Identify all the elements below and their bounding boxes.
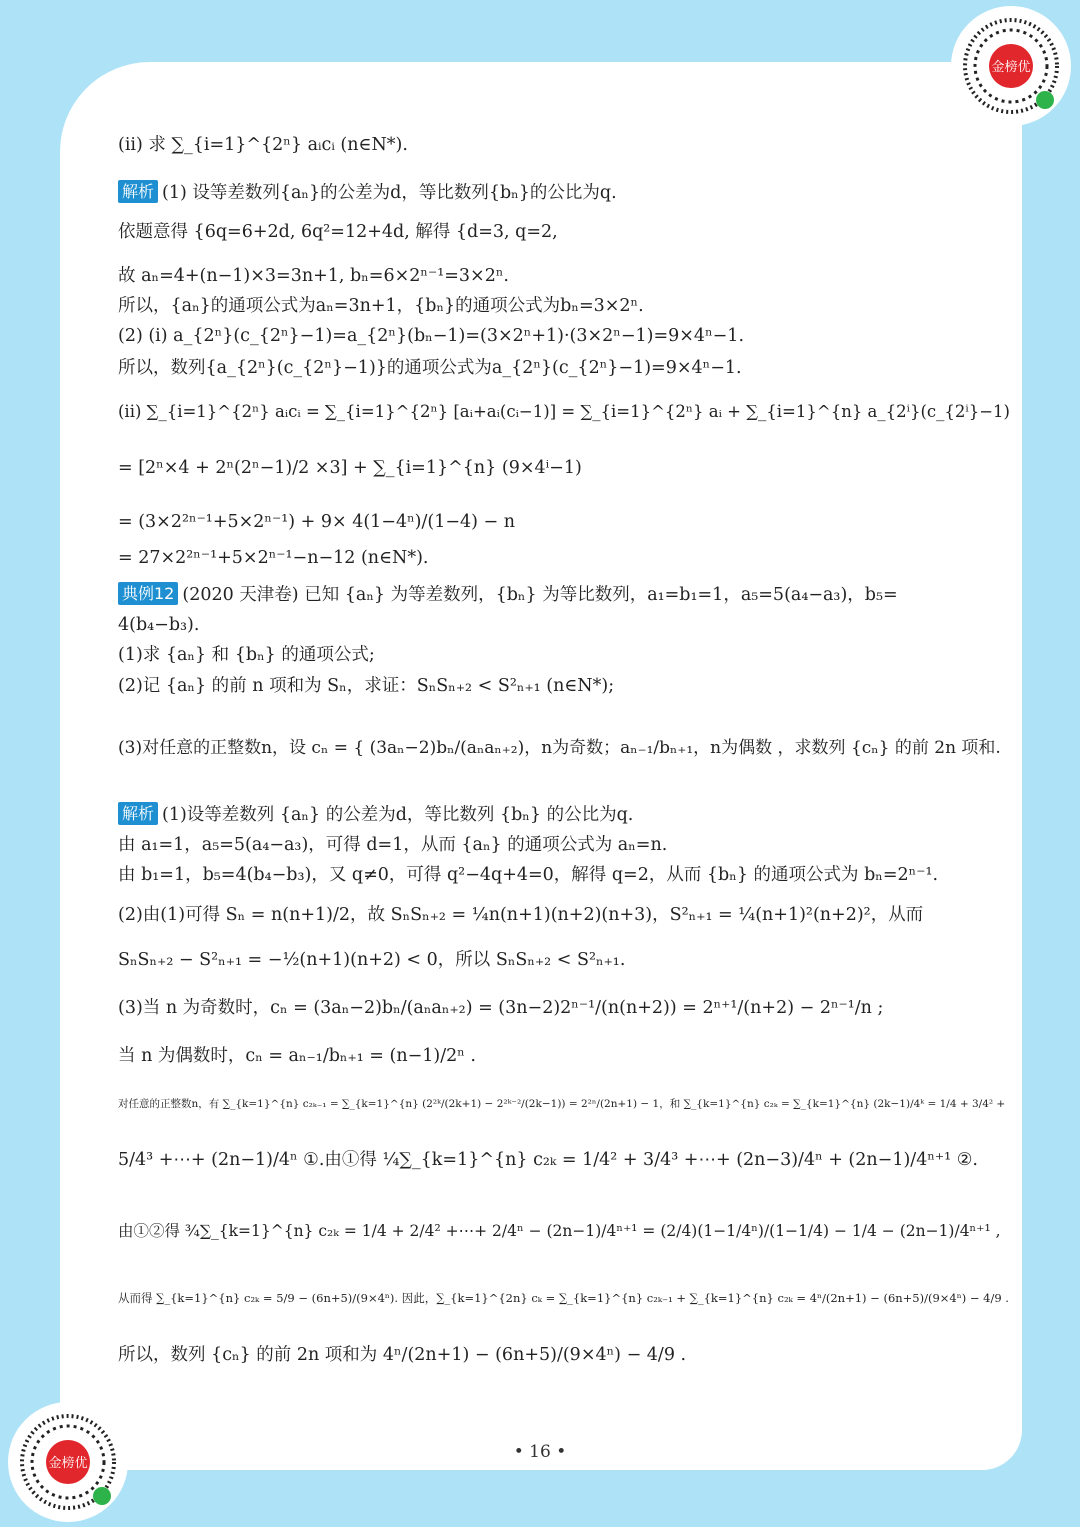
text-line xyxy=(118,135,408,156)
section-tag: 典例12 xyxy=(118,582,178,605)
text-line xyxy=(118,402,1010,422)
text-line xyxy=(118,512,515,533)
text-line xyxy=(118,582,898,606)
text-line xyxy=(118,1345,686,1366)
text-line xyxy=(118,326,744,347)
line-text: 所以，数列 {cₙ} 的前 2n 项和为 4ⁿ/(2n+1) − (6n+5)/(9×4ⁿ) − 4/9 . xyxy=(118,1345,687,1365)
text-line xyxy=(118,296,644,317)
line-text: 所以，数列{a_{2ⁿ}(c_{2ⁿ}−1)}的通项公式为a_{2ⁿ}(c_{2ⁿ}−1)=9×4ⁿ−1. xyxy=(118,358,742,378)
line-text: (ii) ∑_{i=1}^{2ⁿ} aᵢcᵢ = ∑_{i=1}^{2ⁿ} [aᵢ+aᵢ(cᵢ−1)] = ∑_{i=1}^{2ⁿ} aᵢ + ∑_{i=1}^{n} a_{2ⁱ}(c_{2ⁱ}−1) xyxy=(118,402,1010,421)
line-text: 所以，{aₙ}的通项公式为aₙ=3n+1，{bₙ}的通项公式为bₙ=3×2ⁿ. xyxy=(118,296,644,316)
text-line xyxy=(118,615,199,636)
line-text: (2020 天津卷) 已知 {aₙ} 为等差数列，{bₙ} 为等比数列，a₁=b₁=1，a₅=5(a₄−a₃)，b₅= xyxy=(182,585,898,605)
text-line xyxy=(118,548,428,569)
line-text: (ii) 求 ∑_{i=1}^{2ⁿ} aᵢcᵢ (n∈N*). xyxy=(118,135,408,155)
text-line xyxy=(118,998,883,1019)
text-line xyxy=(118,222,558,243)
line-text: 4(b₄−b₃). xyxy=(118,615,200,635)
line-text: 从而得 ∑_{k=1}^{n} c₂ₖ = 5/9 − (6n+5)/(9×4ⁿ). 因此，∑_{k=1}^{2n} cₖ = ∑_{k=1}^{n} c₂ₖ₋₁ + ∑_{k=1}^{n} c₂ₖ = 4ⁿ/(2n+1) − (6n+5)/(9×4ⁿ) − 4/9 . xyxy=(118,1291,1009,1305)
line-text: = (3×2²ⁿ⁻¹+5×2ⁿ⁻¹) + 9× 4(1−4ⁿ)/(1−4) − n xyxy=(118,512,516,532)
text-line xyxy=(118,266,509,287)
text-line xyxy=(118,905,923,926)
section-tag: 解析 xyxy=(118,180,158,203)
text-line xyxy=(118,645,375,666)
text-line xyxy=(118,865,938,886)
line-text: 对任意的正整数n，有 ∑_{k=1}^{n} c₂ₖ₋₁ = ∑_{k=1}^{n} (2²ᵏ/(2k+1) − 2²ᵏ⁻²/(2k−1)) = 2²ⁿ/(2n+1) − 1，和 ∑_{k=1}^{n} c₂ₖ = ∑_{k=1}^{n} (2k−1)/4ᵏ = 1/4 + 3/4² + xyxy=(118,1098,1006,1110)
line-text: 由 b₁=1，b₅=4(b₄−b₃)，又 q≠0，可得 q²−4q+4=0，解得 q=2，从而 {bₙ} 的通项公式为 bₙ=2ⁿ⁻¹. xyxy=(118,865,939,885)
qr-code-bottom xyxy=(6,1400,131,1525)
line-text: (2)记 {aₙ} 的前 n 项和为 Sₙ，求证：SₙSₙ₊₂ < S²ₙ₊₁ (n∈N*); xyxy=(118,676,615,696)
text-line xyxy=(118,1222,1001,1241)
qr-top-label: 金榜优 xyxy=(991,60,1031,75)
text-line xyxy=(118,835,667,856)
text-line xyxy=(118,180,617,204)
line-text: (3)对任意的正整数n，设 cₙ = { (3aₙ−2)bₙ/(aₙaₙ₊₂)，n为奇数；aₙ₋₁/bₙ₊₁，n为偶数 ，求数列 {cₙ} 的前 2n 项和. xyxy=(118,738,1001,758)
line-text: 由①②得 ¾∑_{k=1}^{n} c₂ₖ = 1/4 + 2/4² +⋯+ 2/4ⁿ − (2n−1)/4ⁿ⁺¹ = (2/4)(1−1/4ⁿ)/(1−1/4) − 1/4 − (2n−1)/4ⁿ⁺¹ , xyxy=(118,1222,1001,1240)
text-line xyxy=(118,1150,978,1171)
line-text: 当 n 为偶数时，cₙ = aₙ₋₁/bₙ₊₁ = (n−1)/2ⁿ . xyxy=(118,1046,476,1066)
page-number: • 16 • xyxy=(513,1442,567,1462)
section-tag: 解析 xyxy=(118,802,158,825)
line-text: = 27×2²ⁿ⁻¹+5×2ⁿ⁻¹−n−12 (n∈N*). xyxy=(118,548,429,568)
text-line xyxy=(118,950,625,971)
text-line xyxy=(118,802,633,826)
text-line xyxy=(118,738,1001,758)
text-line xyxy=(118,358,742,379)
line-text: (3)当 n 为奇数时，cₙ = (3aₙ−2)bₙ/(aₙaₙ₊₂) = (3n−2)2ⁿ⁻¹/(n(n+2)) = 2ⁿ⁺¹/(n+2) − 2ⁿ⁻¹/n ; xyxy=(118,998,884,1018)
line-text: 5/4³ +⋯+ (2n−1)/4ⁿ ①.由①得 ¼∑_{k=1}^{n} c₂ₖ = 1/4² + 3/4³ +⋯+ (2n−3)/4ⁿ + (2n−1)/4ⁿ⁺¹ ②. xyxy=(118,1150,978,1170)
line-text: (1)设等差数列 {aₙ} 的公差为d，等比数列 {bₙ} 的公比为q. xyxy=(162,805,634,825)
qr-code-top xyxy=(949,4,1074,129)
line-text: (2) (i) a_{2ⁿ}(c_{2ⁿ}−1)=a_{2ⁿ}(bₙ−1)=(3×2ⁿ+1)·(3×2ⁿ−1)=9×4ⁿ−1. xyxy=(118,326,745,346)
text-line xyxy=(118,458,582,479)
text-line xyxy=(118,1292,1009,1306)
text-line xyxy=(118,1046,476,1067)
text-line xyxy=(118,1098,1005,1111)
qr-bottom-label: 金榜优 xyxy=(48,1456,88,1471)
line-text: 依题意得 {6q=6+2d, 6q²=12+4d, 解得 {d=3, q=2, xyxy=(118,222,558,242)
line-text: (1)求 {aₙ} 和 {bₙ} 的通项公式; xyxy=(118,645,375,665)
line-text: (2)由(1)可得 Sₙ = n(n+1)/2，故 SₙSₙ₊₂ = ¼n(n+1)(n+2)(n+3)，S²ₙ₊₁ = ¼(n+1)²(n+2)²，从而 xyxy=(118,905,924,925)
line-text: 由 a₁=1，a₅=5(a₄−a₃)，可得 d=1，从而 {aₙ} 的通项公式为 aₙ=n. xyxy=(118,835,668,855)
line-text: = [2ⁿ×4 + 2ⁿ(2ⁿ−1)/2 ×3] + ∑_{i=1}^{n} (9×4ⁱ−1) xyxy=(118,458,582,478)
line-text: 故 aₙ=4+(n−1)×3=3n+1, bₙ=6×2ⁿ⁻¹=3×2ⁿ. xyxy=(118,266,509,286)
line-text: (1) 设等差数列{aₙ}的公差为d，等比数列{bₙ}的公比为q. xyxy=(162,183,617,203)
text-line xyxy=(118,676,614,697)
line-text: SₙSₙ₊₂ − S²ₙ₊₁ = −½(n+1)(n+2) < 0，所以 SₙSₙ₊₂ < S²ₙ₊₁. xyxy=(118,950,626,970)
